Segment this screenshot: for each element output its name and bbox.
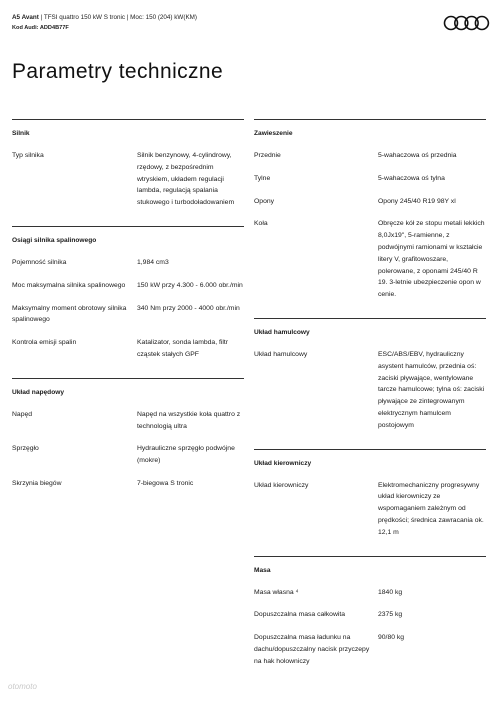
spec-value: 1840 kg	[378, 588, 403, 596]
spec-section	[12, 226, 244, 368]
spec-value: 2375 kg	[378, 611, 403, 619]
spec-value: Katalizator, sonda lambda, filtr cząstek stałych GPF	[137, 339, 229, 358]
spec-row	[254, 146, 486, 169]
spec-section	[254, 119, 486, 308]
spec-label: Pojemność silnika	[12, 258, 67, 266]
spec-label: Skrzynia biegów	[12, 479, 62, 487]
section-title: Układ kierowniczy	[254, 459, 312, 467]
spec-row	[254, 628, 486, 674]
spec-value: 90/80 kg	[378, 634, 405, 642]
spec-section	[12, 119, 244, 216]
section-title: Układ hamulcowy	[254, 328, 310, 336]
spec-label: Przednie	[254, 152, 281, 159]
spec-value: 340 Nm przy 2000 - 4000 obr./min	[137, 304, 240, 312]
spec-label: Tylne	[254, 174, 271, 182]
page-title: Parametry techniczne	[12, 60, 224, 83]
spec-value: 1,984 cm3	[137, 258, 169, 266]
spec-label: Moc maksymalna silnika spalinowego	[12, 281, 126, 289]
spec-section	[254, 449, 486, 546]
section-spacer	[254, 439, 486, 449]
section-title: Osiągi silnika spalinowego	[12, 236, 97, 244]
spec-row	[12, 253, 244, 276]
spec-value: Hydrauliczne sprzęgło podwójne (mokre)	[137, 445, 235, 465]
spec-row	[12, 474, 244, 497]
spec-label: Maksymalny moment obrotowy silnika spalinowego	[12, 304, 127, 324]
spec-value: Napęd na wszystkie koła quattro z technologią ultra	[137, 410, 241, 430]
spec-value: Obręcze kół ze stopu metali lekkich 8,0Jx19", 5-ramienne, z podwójnymi ramionami w kształcie litery V, grafitowoszare, polerowane, z oponami 245/40 R 19. 3-letnie ubezpieczenie opon w cenie.	[378, 220, 485, 299]
section-spacer	[254, 308, 486, 318]
section-title: Układ napędowy	[12, 388, 65, 396]
spec-label: Układ hamulcowy	[254, 350, 308, 358]
spec-label: Typ silnika	[12, 152, 44, 159]
spec-value: 150 kW przy 4.300 - 6.000 obr./min	[137, 281, 243, 289]
spec-row	[12, 405, 244, 440]
spec-row	[254, 214, 486, 308]
right-column	[254, 119, 486, 675]
section-spacer	[254, 546, 486, 556]
spec-row	[12, 333, 244, 368]
spec-value: Silnik benzynowy, 4-cylindrowy, rzędowy, z bezpośrednim wtryskiem, układem regulacji lambda, regulacją spalania stukowego i turbodoładowaniem	[137, 152, 235, 207]
spec-value: 5-wahaczowa oś przednia	[378, 152, 457, 159]
model-line	[12, 14, 490, 21]
spec-value: 5-wahaczowa oś tylna	[378, 174, 445, 182]
spec-label: Dopuszczalna masa całkowita	[254, 611, 346, 619]
spec-value: 7-biegowa S tronic	[137, 479, 194, 487]
spec-label: Masa własna ⁴	[254, 588, 299, 596]
spec-label: Układ kierowniczy	[254, 481, 309, 489]
spec-row	[12, 299, 244, 334]
spec-row	[254, 605, 486, 628]
section-title: Masa	[254, 566, 271, 574]
section-spacer	[12, 216, 244, 226]
spec-row	[12, 439, 244, 474]
spec-row	[254, 476, 486, 546]
spec-row	[254, 169, 486, 192]
spec-row	[254, 583, 486, 606]
spec-label: Kontrola emisji spalin	[12, 339, 77, 347]
spec-label: Opony	[254, 197, 275, 205]
spec-value: Opony 245/40 R19 98Y xl	[378, 197, 456, 205]
spec-row	[254, 192, 486, 215]
watermark: otomoto	[8, 682, 37, 691]
document-header	[12, 14, 490, 31]
spec-section	[254, 556, 486, 675]
spec-label: Dopuszczalna masa ładunku na dachu/dopuszczalny nacisk przyczepy na hak holowniczy	[254, 634, 370, 665]
spec-row	[254, 345, 486, 439]
section-title: Silnik	[12, 130, 30, 137]
section-title: Zawieszenie	[254, 130, 293, 137]
spec-label: Koła	[254, 220, 268, 228]
spec-row	[12, 146, 244, 216]
spec-value: ESC/ABS/EBV, hydrauliczny asystent hamulców, przednia oś: zaciski pływające, wentylowane tarcze hamulcowe; tylna oś: zaciski pływające ze zintegrowanym elektrycznym hamulcem postojowym	[378, 350, 485, 429]
spec-section	[254, 318, 486, 439]
model-name: A5 Avant	[12, 14, 39, 21]
spec-section	[12, 378, 244, 497]
spec-row	[12, 276, 244, 299]
spec-label: Sprzęgło	[12, 445, 39, 453]
audi-rings-logo	[443, 14, 490, 32]
section-spacer	[12, 368, 244, 378]
audi-code: Kod Audi: ADD4B77F	[12, 25, 69, 31]
spec-value: Elektromechaniczny progresywny układ kierowniczy ze wspomaganiem zależnym od prędkości; średnica zawracania ok. 12,1 m	[378, 481, 484, 536]
left-column	[12, 119, 244, 497]
model-spec: | TFSI quattro 150 kW S tronic | Moc: 150 (204) kW(KM)	[38, 14, 198, 21]
spec-label: Napęd	[12, 410, 33, 418]
